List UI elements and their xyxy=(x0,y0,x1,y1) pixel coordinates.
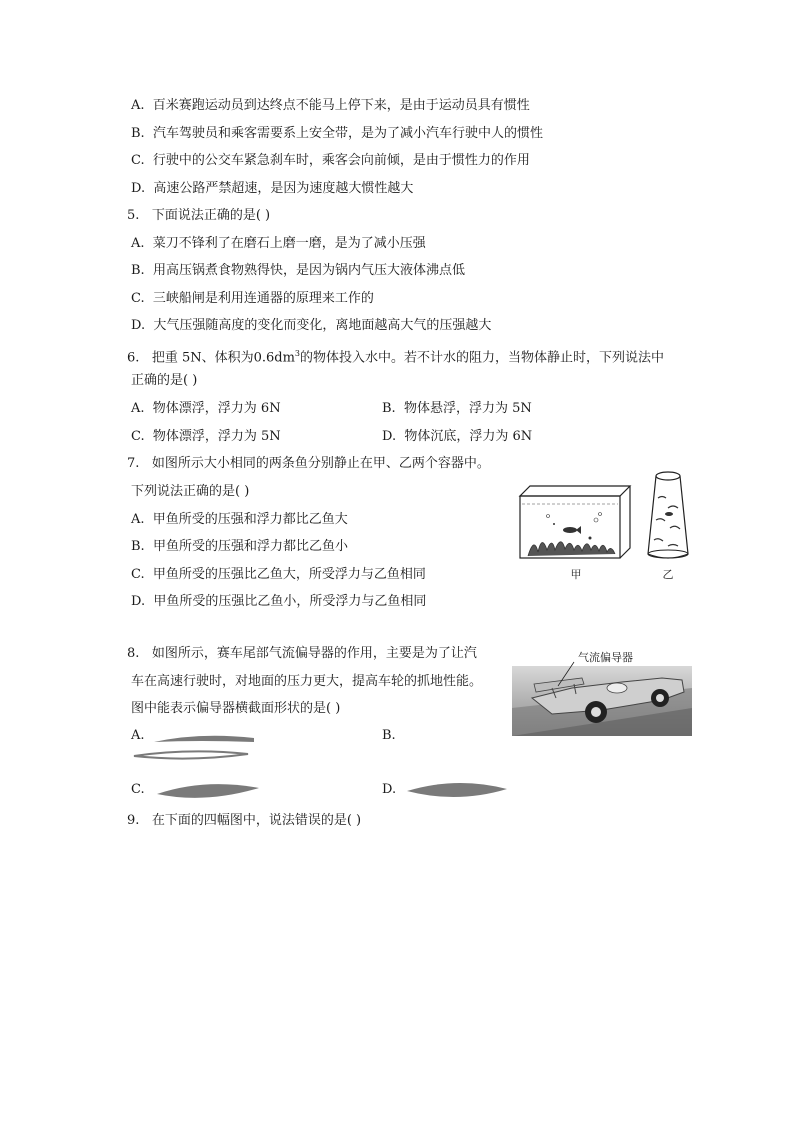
q8-stem-continued-1: 车在高速行驶时，对地面的压力更大，提高车轮的抓地性能。 xyxy=(131,674,483,689)
q8-option-d-letter: D. xyxy=(382,782,397,797)
q8-stem-continued-2: 图中能表示偏导器横截面形状的是( ) xyxy=(131,701,341,716)
q6-stem-continued: 正确的是( ) xyxy=(131,373,198,388)
q7-option-c: C. 甲鱼所受的压强比乙鱼大，所受浮力与乙鱼相同 xyxy=(131,567,426,582)
q5-stem: 5. 下面说法正确的是( ) xyxy=(127,208,271,223)
q6-option-d: D. 物体沉底，浮力为 6N xyxy=(382,429,533,444)
q8-stem: 8. 如图所示，赛车尾部气流偏导器的作用，主要是为了让汽 xyxy=(127,646,477,661)
q5-option-a: A. 菜刀不锋利了在磨石上磨一磨，是为了减小压强 xyxy=(131,236,426,251)
q7-option-a: A. 甲鱼所受的压强和浮力都比乙鱼大 xyxy=(131,512,348,527)
q4-option-d: D. 高速公路严禁超速，是因为速度越大惯性越大 xyxy=(131,181,414,196)
q8-racecar-figure xyxy=(512,648,692,736)
q6-option-b: B. 物体悬浮，浮力为 5N xyxy=(382,401,532,416)
q8-option-d-shape xyxy=(405,780,509,802)
q5-option-c: C. 三峡船闸是利用连通器的原理来工作的 xyxy=(131,291,374,306)
tank-jia xyxy=(520,486,630,558)
q8-option-c-letter: C. xyxy=(131,782,145,797)
q4-option-b: B. 汽车驾驶员和乘客需要系上安全带，是为了减小汽车行驶中人的惯性 xyxy=(131,126,543,141)
q6-option-c: C. 物体漂浮，浮力为 5N xyxy=(131,429,281,444)
q6-option-a: A. 物体漂浮，浮力为 6N xyxy=(131,401,281,416)
vessel-yi xyxy=(648,472,688,558)
q7-stem-continued: 下列说法正确的是( ) xyxy=(131,484,250,499)
q5-option-d: D. 大气压强随高度的变化而变化，离地面越高大气的压强越大 xyxy=(131,318,492,333)
q5-option-b: B. 用高压锅煮食物熟得快，是因为锅内气压大液体沸点低 xyxy=(131,263,465,278)
figure-label-yi: 乙 xyxy=(662,569,674,581)
q4-option-c: C. 行驶中的公交车紧急刹车时，乘客会向前倾，是由于惯性力的作用 xyxy=(131,153,530,168)
q7-option-b: B. 甲鱼所受的压强和浮力都比乙鱼小 xyxy=(131,539,348,554)
q9-stem: 9. 在下面的四幅图中，说法错误的是( ) xyxy=(127,813,362,828)
q8-option-b-letter: B. xyxy=(382,728,396,743)
q6-stem: 6. 把重 5N、体积为$0.6dm^3$的物体投入水中。若不计水的阻力，当物体静止时，下列说法中 xyxy=(127,349,665,366)
spoiler-label: 气流偏导器 xyxy=(578,652,633,664)
q7-option-d: D. 甲鱼所受的压强比乙鱼小，所受浮力与乙鱼相同 xyxy=(131,594,427,609)
q7-stem: 7. 如图所示大小相同的两条鱼分别静止在甲、乙两个容器中。 xyxy=(127,456,490,471)
q8-option-c-shape xyxy=(155,780,265,804)
q8-option-a-letter: A. xyxy=(131,728,145,743)
q8-option-a-shape xyxy=(130,730,260,766)
q4-option-a: A. 百米赛跑运动员到达终点不能马上停下来，是由于运动员具有惯性 xyxy=(131,98,530,113)
figure-label-jia: 甲 xyxy=(570,569,582,581)
q7-containers-figure xyxy=(518,468,698,583)
